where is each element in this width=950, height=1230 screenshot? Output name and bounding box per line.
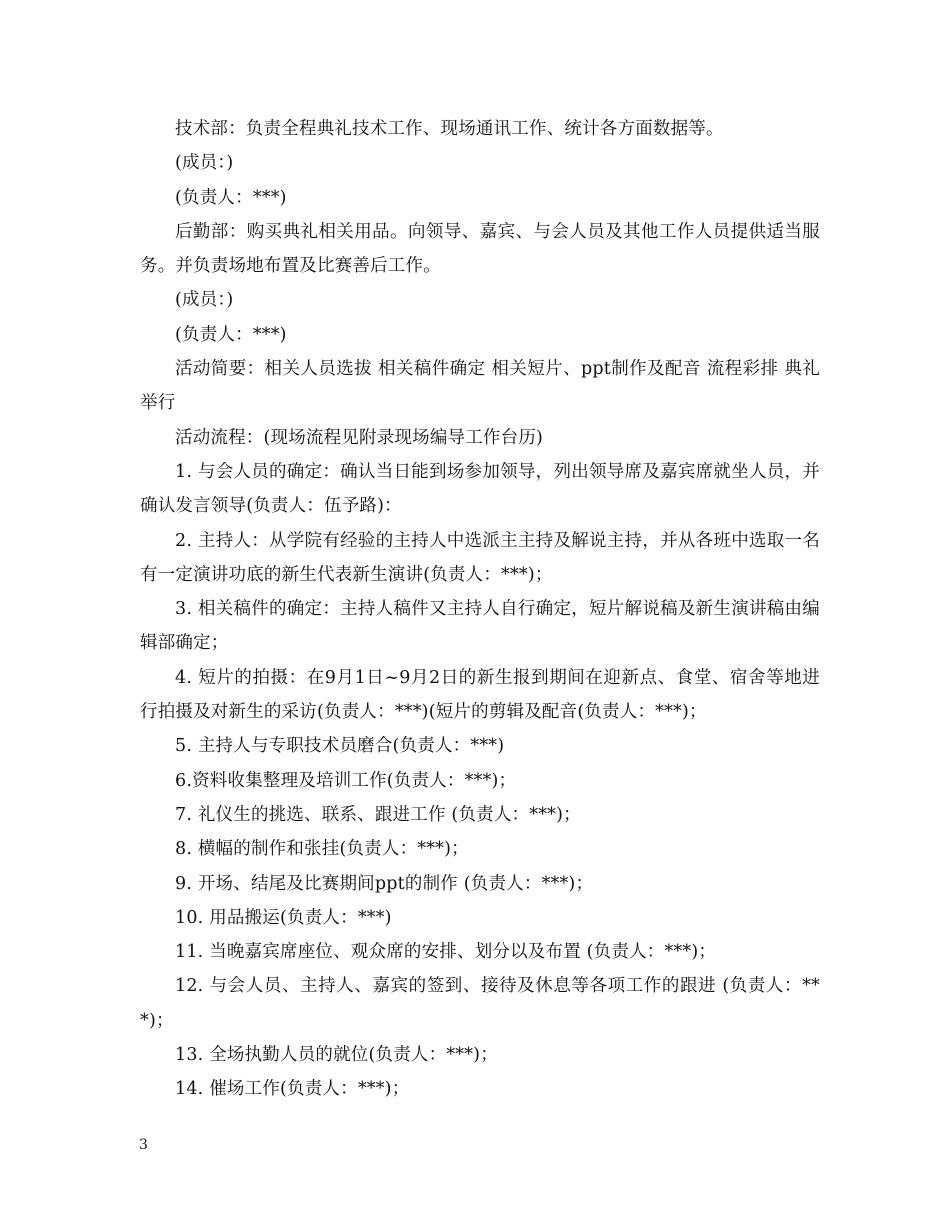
list-item-10: 10. 用品搬运(负责人：***) (175, 907, 392, 928)
list-item-7: 7. 礼仪生的挑选、联系、跟进工作 (负责人：***)； (175, 804, 581, 825)
list-item-8: 8. 横幅的制作和张挂(负责人：***)； (175, 839, 469, 860)
paragraph-tech-members: (成员：) (175, 153, 234, 174)
paragraph-logistics-dept: 后勤部：购买典礼相关用品。向领导、嘉宾、与会人员及其他工作人员提供适当服务。并负责场地布置及比赛善后工作。 (140, 221, 820, 277)
page-number: 3 (139, 1137, 148, 1153)
list-item-6: 6.资料收集整理及培训工作(负责人：***)； (175, 770, 517, 791)
list-item-1: 1. 与会人员的确定：确认当日能到场参加领导，列出领导席及嘉宾席就坐人员，并确认发言领导(负责人：伍予路)： (140, 461, 820, 517)
list-item-3: 3. 相关稿件的确定：主持人稿件又主持人自行确定，短片解说稿及新生演讲稿由编辑部确定； (140, 599, 820, 654)
list-item-2: 2. 主持人：从学院有经验的主持人中选派主主持及解说主持，并从各班中选取一名有一定演讲功底的新生代表新生演讲(负责人：***)； (140, 530, 820, 585)
document-body (140, 112, 820, 1107)
paragraph-activity-process: 活动流程：(现场流程见附录现场编导工作台历) (175, 427, 544, 448)
paragraph-tech-leader: (负责人：***) (175, 187, 287, 208)
paragraph-logistics-members: (成员：) (175, 290, 234, 311)
list-item-13: 13. 全场执勤人员的就位(负责人：***)； (175, 1045, 498, 1066)
list-item-4: 4. 短片的拍摄：在9月1日~9月2日的新生报到期间在迎新点、食堂、宿舍等地进行拍摄及对新生的采访(负责人：***)(短片的剪辑及配音(负责人：***)； (140, 667, 820, 723)
list-item-14: 14. 催场工作(负责人：***)； (175, 1079, 410, 1100)
list-item-5: 5. 主持人与专职技术员磨合(负责人：***) (175, 736, 505, 757)
paragraph-tech-dept: 技术部：负责全程典礼技术工作、现场通讯工作、统计各方面数据等。 (175, 119, 724, 139)
list-item-9: 9. 开场、结尾及比赛期间ppt的制作 (负责人：***)； (175, 873, 594, 894)
list-item-12: 12. 与会人员、主持人、嘉宾的签到、接待及休息等各项工作的跟进 (负责人：***)； (140, 976, 820, 1031)
paragraph-logistics-leader: (负责人：***) (175, 324, 287, 345)
list-item-11: 11. 当晚嘉宾席座位、观众席的安排、划分以及布置 (负责人：***)； (175, 942, 717, 963)
paragraph-activity-summary: 活动简要：相关人员选拔 相关稿件确定 相关短片、ppt制作及配音 流程彩排 典礼举行 (140, 359, 820, 414)
